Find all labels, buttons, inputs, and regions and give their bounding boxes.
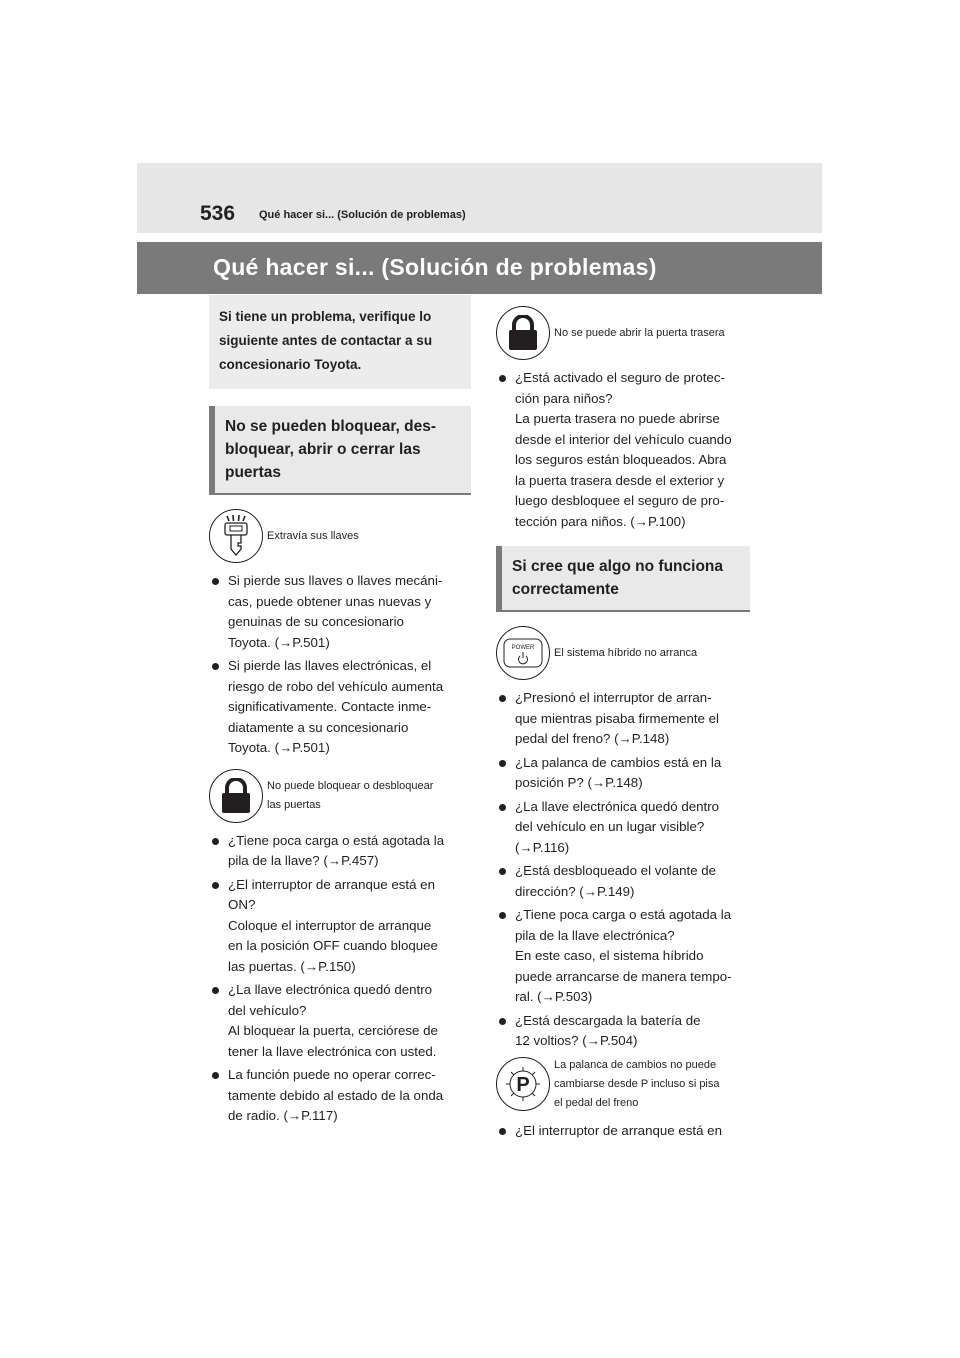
cannot-lock-bullets [209,831,471,1127]
topic-caption: Extravía sus llaves [267,529,359,542]
right-column [496,295,750,1144]
list-item: ¿La llave electrónica quedó dentro del vehículo en un lugar visible? (→P.116) [496,797,750,859]
hybrid-start-bullets [496,688,750,1052]
lost-keys-bullets [209,571,471,759]
list-item: Si pierde sus llaves o llaves mecáni- cas, puede obtener unas nuevas y genuinas de su concesionario Toyota. (→P.501) [209,571,471,653]
intro-box [209,295,471,389]
topic-caption: No puede bloquear o desbloquear las puertas [267,779,434,811]
key-icon [221,515,251,557]
list-item: ¿El interruptor de arranque está en [496,1121,750,1142]
list-item: ¿Está desbloqueado el volante de dirección? (→P.149) [496,861,750,902]
title-bar [137,242,822,294]
topic-cannot-lock [209,769,471,823]
list-item: La función puede no operar correc- tamente debido al estado de la onda de radio. (→P.117) [209,1065,471,1127]
list-item: Si pierde las llaves electrónicas, el riesgo de robo del vehículo aumenta significativamente. Contacte inme- diatamente a su concesionario Toyota. (→P.501) [209,656,471,759]
section-title-doors: No se pueden bloquear, des- bloquear, abrir o cerrar las puertas [225,418,437,481]
list-item: ¿La palanca de cambios está en la posición P? (→P.148) [496,753,750,794]
list-item: ¿Está descargada la batería de 12 voltios? (→P.504) [496,1011,750,1052]
left-column [209,295,471,1130]
header-band [137,163,822,233]
padlock-icon [220,778,252,814]
padlock-icon [507,315,539,351]
topic-hybrid-start [496,626,750,680]
section-heading-malfunction [496,546,750,612]
section-title-malfunction: Si cree que algo no funciona correctamente [512,558,724,598]
list-item: ¿Presionó el interruptor de arran- que mientras pisaba firmemente el pedal del freno? (→P.148) [496,688,750,750]
topic-rear-door [496,306,750,360]
park-gear-icon [503,1064,543,1104]
page-number: 536 [200,202,236,225]
list-item: ¿La llave electrónica quedó dentro del vehículo? Al bloquear la puerta, cerciórese de tener la llave electrónica con usted. [209,980,471,1062]
topic-caption: No se puede abrir la puerta trasera [554,326,725,339]
topic-caption: El sistema híbrido no arranca [554,646,698,659]
topic-lost-keys [209,509,471,563]
running-head: Qué hacer si... (Solución de problemas) [259,209,466,221]
svg-text:P: P [516,1074,530,1096]
page-title: Qué hacer si... (Solución de problemas) [213,254,657,280]
list-item: ¿Tiene poca carga o está agotada la pila de la llave electrónica? En este caso, el sistema híbrido puede arrancarse de manera tempo- ral. (→P.503) [496,905,750,1008]
list-item: ¿Está activado el seguro de protec- ción para niños? La puerta trasera no puede abrirse desde el interior del vehículo cuando los seguros están bloqueados. Abra la puerta trasera desde el exterior y luego desbloquee el seguro de pro- tección para niños. (→P.100) [496,368,750,532]
topic-icon-circle [496,306,550,360]
topic-shift-lever [496,1056,750,1113]
topic-icon-circle [209,509,263,563]
rear-door-bullets [496,368,750,532]
svg-text:POWER: POWER [511,645,535,651]
section-heading-doors [209,406,471,495]
topic-icon-circle [496,626,550,680]
power-button-icon [503,635,543,671]
topic-icon-circle [496,1057,550,1111]
list-item: ¿Tiene poca carga o está agotada la pila de la llave? (→P.457) [209,831,471,872]
list-item: ¿El interruptor de arranque está en ON? Coloque el interruptor de arranque en la posición OFF cuando bloquee las puertas. (→P.150) [209,875,471,978]
shift-lever-bullets [496,1121,750,1142]
intro-text: Si tiene un problema, verifique lo siguiente antes de contactar a su concesionario Toyota. [219,309,433,372]
topic-icon-circle [209,769,263,823]
topic-caption: La palanca de cambios no puede cambiarse desde P incluso si pisa el pedal del freno [554,1058,720,1109]
